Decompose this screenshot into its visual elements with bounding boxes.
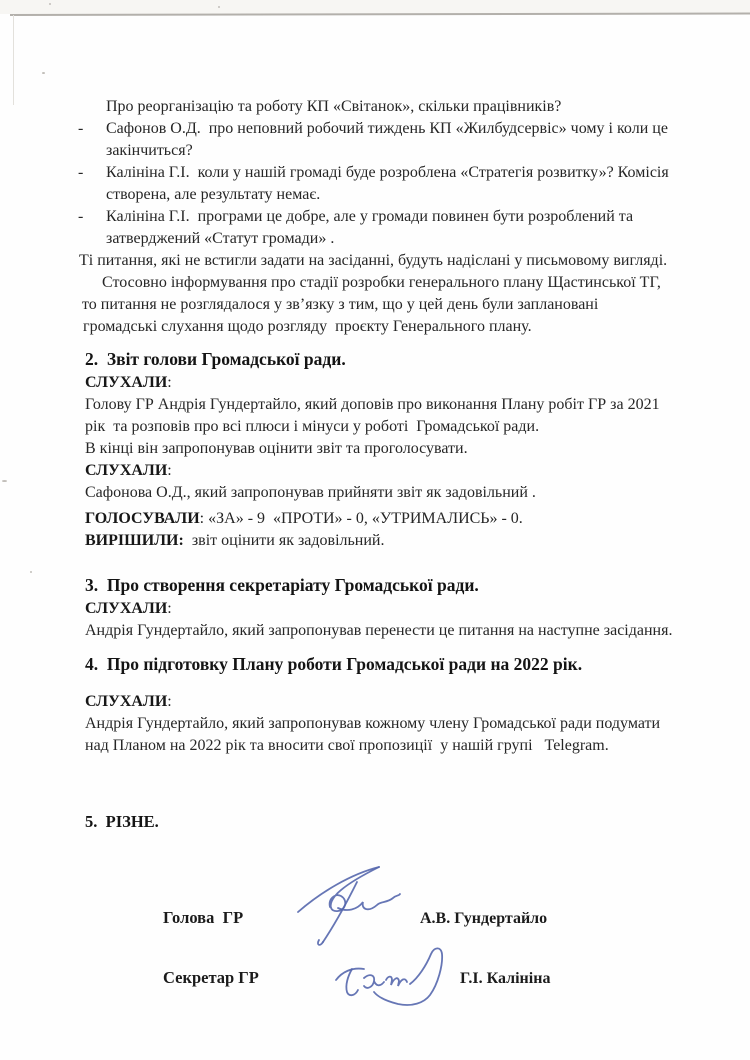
section-2-paragraph-line: В кінці він запропонував оцінити звіт та проголосувати. <box>85 440 468 457</box>
chairman-name: А.В. Гундертайло <box>420 910 548 927</box>
genplan-paragraph <box>82 272 685 338</box>
secretary-signature <box>328 940 463 1018</box>
scan-speck <box>42 72 45 74</box>
voting-label: ГОЛОСУВАЛИ <box>85 510 200 527</box>
page-left-edge <box>13 15 14 105</box>
genplan-line: то питання не розглядалося у зв’язку з тим, що у цей день були заплановані <box>82 296 599 313</box>
voting-result-row <box>85 508 685 530</box>
bullet-dash: - <box>78 164 84 181</box>
colon: : <box>167 600 172 617</box>
qa-item-line: Калініна Г.І. програми це добре, але у громади повинен бути розроблений та <box>106 208 634 225</box>
written-answers-note: Ті питання, які не встигли задати на засіданні, будуть надіслані у письмовому вигляді. <box>79 252 668 269</box>
section-2-heading: 2. Звіт голови Громадської ради. <box>85 349 346 369</box>
colon: : <box>167 374 172 391</box>
page-edge-line <box>10 12 750 16</box>
section-5-heading: 5. РІЗНЕ. <box>85 812 159 831</box>
chairman-signature <box>283 850 405 948</box>
chairman-role-label: Голова ГР <box>163 908 244 927</box>
scan-speck <box>2 480 7 482</box>
sluhaly-label-row <box>85 598 685 620</box>
section-2-paragraph-line: Сафонова О.Д., який запропонував прийняти звіт як задовільний . <box>85 484 536 501</box>
sluhaly-label-row <box>85 691 685 713</box>
decision-row <box>85 530 685 552</box>
sluhaly-label: СЛУХАЛИ <box>85 462 168 479</box>
genplan-line: Стосовно інформування про стадії розробки генерального плану Щастинської ТГ, <box>102 274 661 291</box>
bullet-dash: - <box>78 120 84 137</box>
scan-speck <box>49 3 51 5</box>
scan-speck <box>30 571 32 573</box>
section-2-paragraph-line: Голову ГР Андрія Гундертайло, який доповів про виконання Плану робіт ГР за 2021 <box>85 396 660 413</box>
secretary-role-label: Секретар ГР <box>163 968 259 987</box>
qa-item-line: затверджений «Статут громади» . <box>106 230 335 247</box>
qa-item-line: Калініна Г.І. коли у нашій громаді буде розроблена «Стратегія розвитку»? Комісія <box>106 164 669 181</box>
qa-item-line: створена, але результату немає. <box>106 186 321 203</box>
section-4-paragraph-line: Андрія Гундертайло, який запропонував кожному члену Громадської ради подумати <box>85 715 661 732</box>
colon: : <box>167 462 172 479</box>
sluhaly-label-row <box>85 460 685 482</box>
section-3-heading: 3. Про створення секретаріату Громадської ради. <box>85 575 479 595</box>
sluhaly-label: СЛУХАЛИ <box>85 374 168 391</box>
section-2-paragraph-line: рік та розповів про всі плюси і мінуси у роботі Громадської ради. <box>85 418 540 435</box>
sluhaly-label: СЛУХАЛИ <box>85 600 168 617</box>
decision-label: ВИРІШИЛИ: <box>85 532 184 549</box>
colon: : <box>167 693 172 710</box>
genplan-line: громадські слухання щодо розгляду проєкту Генерального плану. <box>83 318 532 335</box>
section-3-paragraph-line: Андрія Гундертайло, який запропонував перенести це питання на наступне засідання. <box>85 622 673 639</box>
secretary-name: Г.І. Калініна <box>460 970 551 987</box>
voting-result-text: : «ЗА» - 9 «ПРОТИ» - 0, «УТРИМАЛИСЬ» - 0. <box>199 510 523 527</box>
scan-speck <box>218 6 220 8</box>
section-4-heading: 4. Про підготовку Плану роботи Громадської ради на 2022 рік. <box>85 654 583 674</box>
qa-item-line: закінчиться? <box>106 142 193 159</box>
document-body <box>78 96 685 833</box>
sluhaly-label: СЛУХАЛИ <box>85 693 168 710</box>
qa-item <box>78 118 685 162</box>
qa-item-line: Сафонов О.Д. про неповний робочий тиждень КП «Жилбудсервіс» чому і коли це <box>106 120 668 137</box>
section-4-paragraph-line: над Планом на 2022 рік та вносити свої пропозиції у нашій групі Telegram. <box>85 737 609 754</box>
qa-item <box>78 162 685 206</box>
qa-continuation-line: Про реорганізацію та роботу КП «Світанок», скільки працівників? <box>106 98 562 115</box>
decision-text: звіт оцінити як задовільний. <box>183 532 385 549</box>
qa-item <box>78 206 685 250</box>
bullet-dash: - <box>78 208 84 225</box>
sluhaly-label-row <box>85 372 685 394</box>
